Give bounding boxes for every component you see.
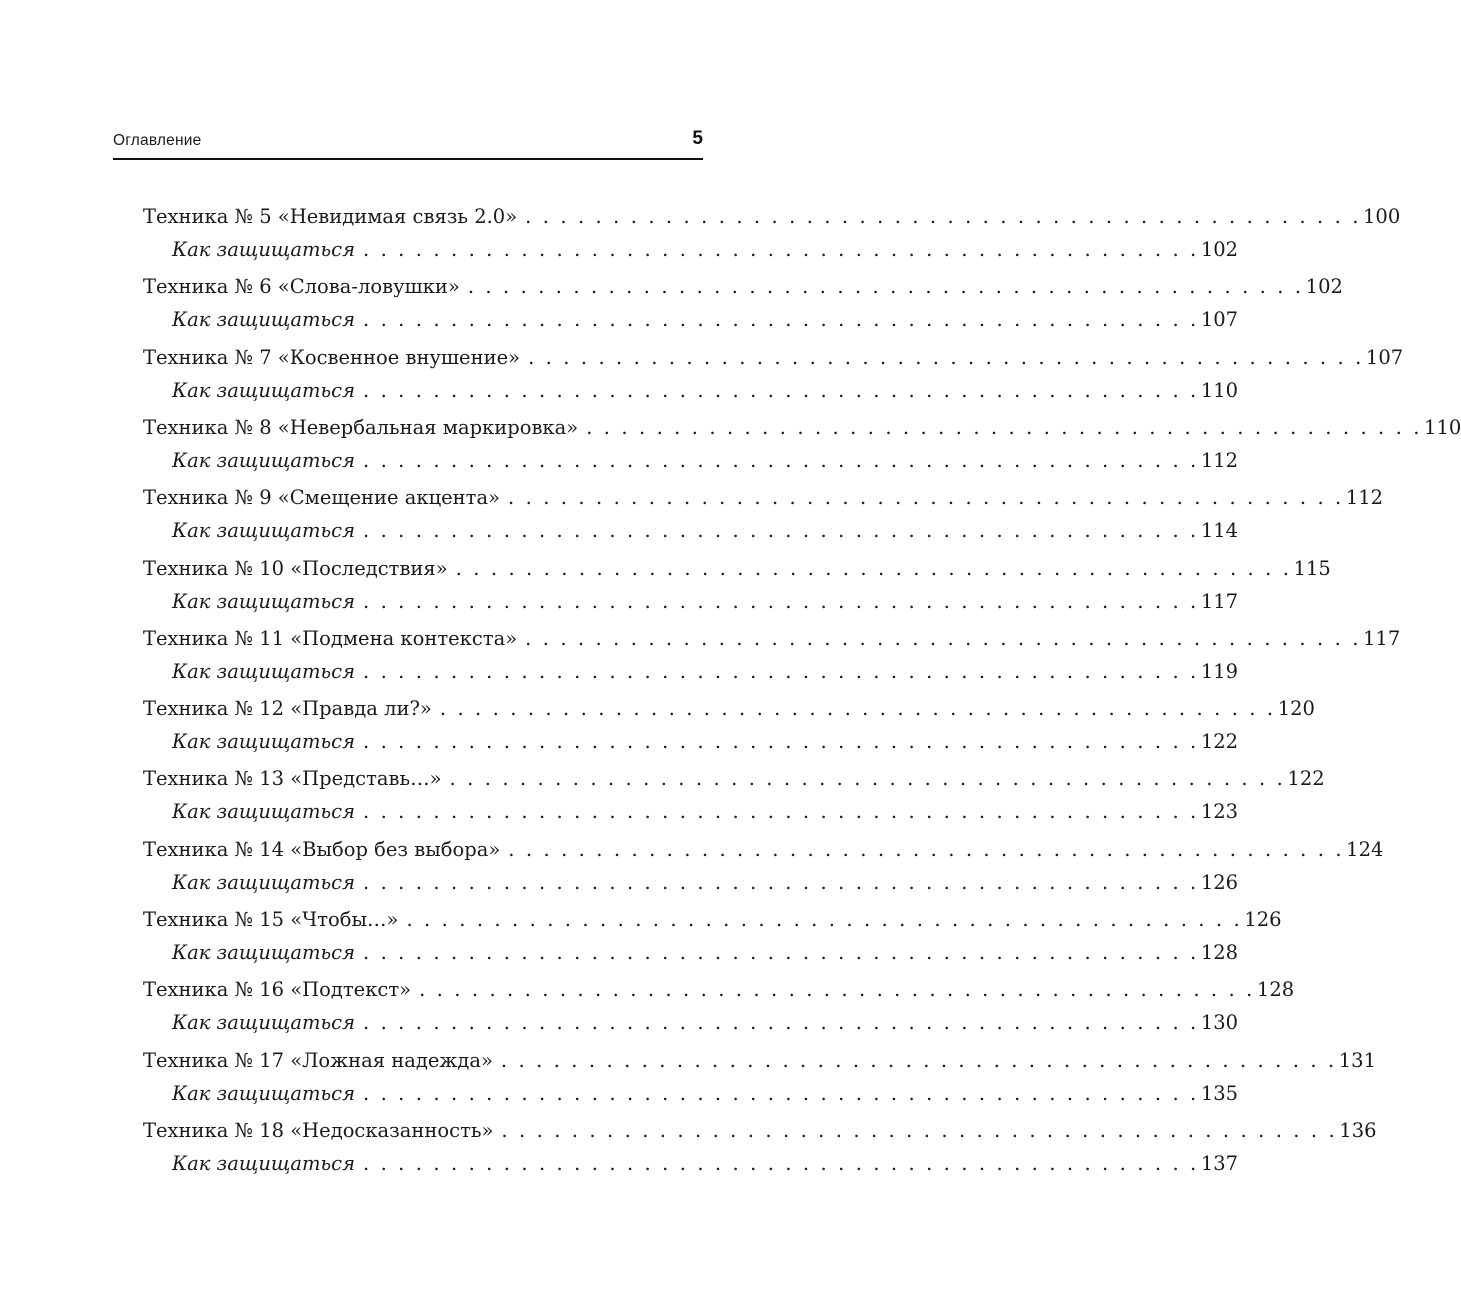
toc-entry-technique[interactable] (143, 483, 1384, 513)
entry-title: Техника № 15 «Чтобы…» (143, 908, 399, 931)
dot-leader: . . . . . . . . . . . . . . . . . . . . . . . . . . . . . . . . . . . . . . . . . . . . . . . . (455, 557, 1292, 580)
page-ref: 102 (1200, 238, 1239, 261)
page-ref: 135 (1200, 1082, 1239, 1105)
dot-leader: . . . . . . . . . . . . . . . . . . . . . . . . . . . . . . . . . . . . . . . . . . . . . . . . (362, 1152, 1199, 1175)
entry-title: Как защищаться (172, 730, 355, 753)
toc-entry-defense[interactable] (172, 305, 1239, 335)
toc-entry-technique[interactable] (143, 554, 1331, 584)
entry-title: Как защищаться (172, 1011, 355, 1034)
toc-entry-technique[interactable] (143, 202, 1401, 232)
page-ref: 117 (1200, 590, 1239, 613)
page-ref: 110 (1424, 416, 1461, 439)
page-ref: 102 (1305, 275, 1343, 298)
page-ref: 124 (1346, 838, 1384, 861)
dot-leader: . . . . . . . . . . . . . . . . . . . . . . . . . . . . . . . . . . . . . . . . . . . . . . . . (362, 238, 1199, 261)
dot-leader: . . . . . . . . . . . . . . . . . . . . . . . . . . . . . . . . . . . . . . . . . . . . . . . . (362, 590, 1199, 613)
entry-title: Техника № 13 «Представь…» (143, 767, 442, 790)
page-ref: 114 (1200, 519, 1239, 542)
page-ref: 126 (1200, 871, 1239, 894)
toc-entry-technique[interactable] (143, 272, 1343, 302)
entry-title: Техника № 11 «Подмена контекста» (143, 627, 518, 650)
toc-entry-defense[interactable] (172, 516, 1239, 546)
page-ref: 137 (1200, 1152, 1239, 1175)
page-ref: 112 (1200, 449, 1239, 472)
page-ref: 136 (1339, 1119, 1377, 1142)
page-ref: 100 (1363, 205, 1401, 228)
dot-leader: . . . . . . . . . . . . . . . . . . . . . . . . . . . . . . . . . . . . . . . . . . . . . . . . (362, 308, 1199, 331)
toc-entry-defense[interactable] (172, 1149, 1239, 1179)
dot-leader: . . . . . . . . . . . . . . . . . . . . . . . . . . . . . . . . . . . . . . . . . . . . . . . . (362, 1082, 1199, 1105)
toc-entry-technique[interactable] (143, 975, 1295, 1005)
dot-leader: . . . . . . . . . . . . . . . . . . . . . . . . . . . . . . . . . . . . . . . . . . . . . . . . (525, 205, 1362, 228)
toc-entry-defense[interactable] (172, 235, 1239, 265)
entry-title: Как защищаться (172, 871, 355, 894)
toc-entry-technique[interactable] (143, 764, 1325, 794)
entry-title: Как защищаться (172, 238, 355, 261)
page-ref: 117 (1363, 627, 1401, 650)
page-ref: 112 (1345, 486, 1384, 509)
dot-leader: . . . . . . . . . . . . . . . . . . . . . . . . . . . . . . . . . . . . . . . . . . . . . . . . (362, 449, 1199, 472)
dot-leader: . . . . . . . . . . . . . . . . . . . . . . . . . . . . . . . . . . . . . . . . . . . . . . . . (508, 486, 1344, 509)
dot-leader: . . . . . . . . . . . . . . . . . . . . . . . . . . . . . . . . . . . . . . . . . . . . . . . . (419, 978, 1255, 1001)
page-ref: 107 (1200, 308, 1239, 331)
toc-entry-defense[interactable] (172, 938, 1239, 968)
toc-entry-technique[interactable] (143, 1116, 1377, 1146)
dot-leader: . . . . . . . . . . . . . . . . . . . . . . . . . . . . . . . . . . . . . . . . . . . . . . . . (406, 908, 1243, 931)
page-ref: 130 (1200, 1011, 1239, 1034)
dot-leader: . . . . . . . . . . . . . . . . . . . . . . . . . . . . . . . . . . . . . . . . . . . . . . . . (500, 1049, 1337, 1072)
entry-title: Техника № 16 «Подтекст» (143, 978, 412, 1001)
page-ref: 120 (1277, 697, 1315, 720)
page-ref: 122 (1287, 767, 1325, 790)
entry-title: Техника № 12 «Правда ли?» (143, 697, 432, 720)
entry-title: Техника № 9 «Смещение акцента» (143, 486, 500, 509)
entry-title: Техника № 5 «Невидимая связь 2.0» (143, 205, 518, 228)
entry-title: Как защищаться (172, 590, 355, 613)
section-title: Оглавление (113, 132, 202, 149)
dot-leader: . . . . . . . . . . . . . . . . . . . . . . . . . . . . . . . . . . . . . . . . . . . . . . . . (362, 871, 1199, 894)
toc-entry-defense[interactable] (172, 727, 1239, 757)
toc-entry-technique[interactable] (143, 1046, 1376, 1076)
page-ref: 110 (1200, 379, 1239, 402)
entry-title: Техника № 8 «Невербальная маркировка» (143, 416, 579, 439)
dot-leader: . . . . . . . . . . . . . . . . . . . . . . . . . . . . . . . . . . . . . . . . . . . . . . . . (467, 275, 1304, 298)
dot-leader: . . . . . . . . . . . . . . . . . . . . . . . . . . . . . . . . . . . . . . . . . . . . . . . . (362, 941, 1199, 964)
page-ref: 128 (1200, 941, 1239, 964)
entry-title: Как защищаться (172, 1082, 355, 1105)
dot-leader: . . . . . . . . . . . . . . . . . . . . . . . . . . . . . . . . . . . . . . . . . . . . . . . . (508, 838, 1345, 861)
toc-entry-technique[interactable] (143, 835, 1384, 865)
entry-title: Как защищаться (172, 519, 355, 542)
toc-entry-defense[interactable] (172, 446, 1239, 476)
dot-leader: . . . . . . . . . . . . . . . . . . . . . . . . . . . . . . . . . . . . . . . . . . . . . . . . (362, 1011, 1199, 1034)
dot-leader: . . . . . . . . . . . . . . . . . . . . . . . . . . . . . . . . . . . . . . . . . . . . . . . . (362, 660, 1199, 683)
entry-title: Как защищаться (172, 379, 355, 402)
toc-entry-defense[interactable] (172, 868, 1239, 898)
entry-title: Техника № 14 «Выбор без выбора» (143, 838, 501, 861)
dot-leader: . . . . . . . . . . . . . . . . . . . . . . . . . . . . . . . . . . . . . . . . . . . . . . . . (362, 519, 1199, 542)
page-ref: 115 (1293, 557, 1331, 580)
toc-entry-defense[interactable] (172, 376, 1239, 406)
page-ref: 123 (1200, 800, 1239, 823)
toc-entry-defense[interactable] (172, 657, 1239, 687)
toc-entry-defense[interactable] (172, 587, 1239, 617)
toc-entry-technique[interactable] (143, 624, 1401, 654)
page-number: 5 (692, 128, 703, 149)
page-ref: 119 (1200, 660, 1239, 683)
page-ref: 131 (1338, 1049, 1376, 1072)
toc-entry-technique[interactable] (143, 694, 1315, 724)
entry-title: Как защищаться (172, 449, 355, 472)
toc-entry-technique[interactable] (143, 413, 1461, 443)
entry-title: Как защищаться (172, 660, 355, 683)
dot-leader: . . . . . . . . . . . . . . . . . . . . . . . . . . . . . . . . . . . . . . . . . . . . . . . . (586, 416, 1423, 439)
dot-leader: . . . . . . . . . . . . . . . . . . . . . . . . . . . . . . . . . . . . . . . . . . . . . . . . (362, 730, 1199, 753)
toc-entry-defense[interactable] (172, 797, 1239, 827)
dot-leader: . . . . . . . . . . . . . . . . . . . . . . . . . . . . . . . . . . . . . . . . . . . . . . . . (439, 697, 1276, 720)
dot-leader: . . . . . . . . . . . . . . . . . . . . . . . . . . . . . . . . . . . . . . . . . . . . . . . . (528, 346, 1364, 369)
page-ref: 107 (1365, 346, 1404, 369)
entry-title: Техника № 7 «Косвенное внушение» (143, 346, 521, 369)
entry-title: Техника № 6 «Слова-ловушки» (143, 275, 460, 298)
toc-entry-defense[interactable] (172, 1008, 1239, 1038)
dot-leader: . . . . . . . . . . . . . . . . . . . . . . . . . . . . . . . . . . . . . . . . . . . . . . . . (501, 1119, 1338, 1142)
toc-entry-technique[interactable] (143, 343, 1404, 373)
page-ref: 122 (1200, 730, 1239, 753)
entry-title: Как защищаться (172, 941, 355, 964)
dot-leader: . . . . . . . . . . . . . . . . . . . . . . . . . . . . . . . . . . . . . . . . . . . . . . . . (362, 800, 1199, 823)
entry-title: Как защищаться (172, 800, 355, 823)
page-ref: 128 (1256, 978, 1295, 1001)
entry-title: Техника № 17 «Ложная надежда» (143, 1049, 493, 1072)
entry-title: Техника № 18 «Недосказанность» (143, 1119, 494, 1142)
dot-leader: . . . . . . . . . . . . . . . . . . . . . . . . . . . . . . . . . . . . . . . . . . . . . . . . (362, 379, 1199, 402)
entry-title: Как защищаться (172, 1152, 355, 1175)
toc-entry-defense[interactable] (172, 1079, 1239, 1109)
page-ref: 126 (1244, 908, 1282, 931)
entry-title: Как защищаться (172, 308, 355, 331)
dot-leader: . . . . . . . . . . . . . . . . . . . . . . . . . . . . . . . . . . . . . . . . . . . . . . . . (525, 627, 1361, 650)
dot-leader: . . . . . . . . . . . . . . . . . . . . . . . . . . . . . . . . . . . . . . . . . . . . . . . . (449, 767, 1286, 790)
entry-title: Техника № 10 «Последствия» (143, 557, 448, 580)
toc-entry-technique[interactable] (143, 905, 1282, 935)
